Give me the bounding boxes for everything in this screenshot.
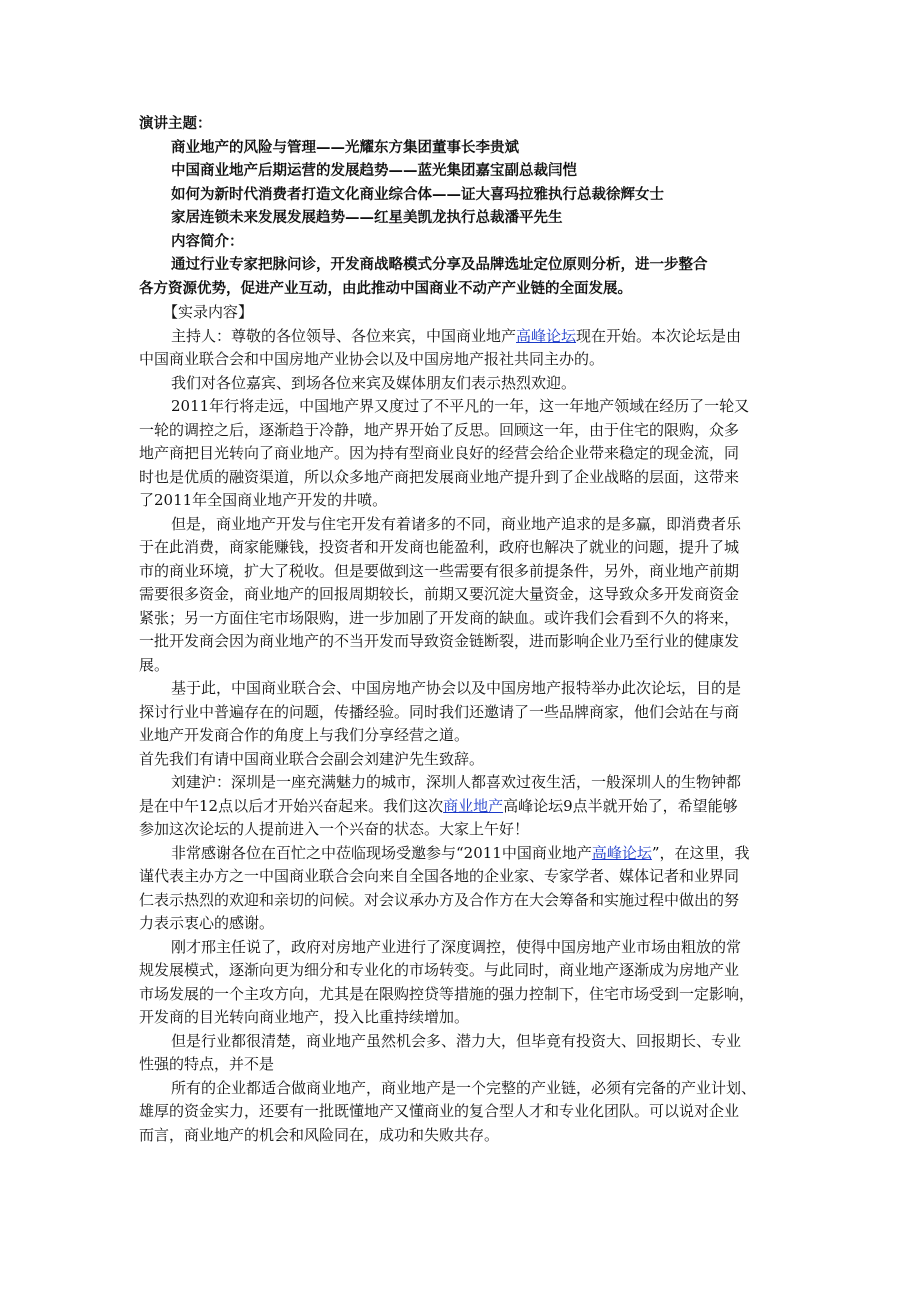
paragraph-line: 谨代表主办方之一中国商业联合会向来自全国各地的企业家、专家学者、媒体记者和业界同 [139, 867, 740, 885]
paragraph: 但是行业都很清楚，商业地产虽然机会多、潜力大，但毕竟有投资大、回报期长、专业 [171, 1031, 742, 1050]
text: 非常感谢各位在百忙之中莅临现场受邀参与“2011中国商业地产 [171, 843, 592, 862]
paragraph-line: 性强的特点，并不是 [139, 1055, 275, 1073]
paragraph-line: 一批开发商会因为商业地产的不当开发而导致资金链断裂，进而影响企业乃至行业的健康发 [139, 632, 740, 650]
paragraph-line: 一轮的调控之后，逐渐趋于冷静，地产界开始了反思。回顾这一年，由于住宅的限购，众多 [139, 420, 740, 439]
paragraph-line: 地产商把目光转向了商业地产。因为持有型商业良好的经营会给企业带来稳定的现金流，同 [139, 444, 740, 462]
paragraph [139, 325, 784, 349]
paragraph: 但是，商业地产开发与住宅开发有着诸多的不同，商业地产追求的是多赢，即消费者乐 [171, 514, 742, 533]
paragraph-line: 而言，商业地产的机会和风险同在，成功和失败共存。 [139, 1125, 500, 1144]
topic-item: 家居连锁未来发展发展趋势——红星美凯龙执行总裁潘平先生 [171, 210, 563, 226]
text: 是在中午12点以后才开始兴奋起来。我们这次 [139, 796, 444, 815]
paragraph-line: 市的商业环境，扩大了税收。但是要做到这一些需要有很多前提条件，另外，商业地产前期 [139, 561, 740, 580]
text: 高峰论坛9点半就开始了，希望能够 [503, 796, 738, 815]
paragraph-line: 时也是优质的融资渠道，所以众多地产商把发展商业地产提升到了企业战略的层面，这带来 [139, 467, 740, 486]
paragraph-line: 规发展模式，逐渐向更为细分和专业化的市场转变。与此同时，商业地产逐渐成为房地产业 [139, 961, 740, 979]
speech-topics-heading: 演讲主题： [139, 116, 212, 132]
intro-text: 各方资源优势，促进产业互动，由此推动中国商业不动产产业链的全面发展。 [139, 280, 632, 297]
document-body [139, 113, 784, 1147]
intro-text: 通过行业专家把脉问诊，开发商战略模式分享及品牌选址定位原则分析，进一步整合 [171, 257, 708, 273]
intro-heading: 内容简介： [171, 233, 244, 250]
paragraph-line: 开发商的目光转向商业地产，投入比重持续增加。 [139, 1008, 470, 1026]
paragraph-line: 于在此消费，商家能赚钱，投资者和开发商也能盈利，政府也解决了就业的问题，提升了城 [139, 538, 740, 556]
paragraph-line: 紧张；另一方面住宅市场限购，进一步加剧了开发商的缺血。或许我们会看到不久的将来， [139, 608, 740, 627]
paragraph-line: 中国商业联合会和中国房地产业协会以及中国房地产报社共同主办的。 [139, 350, 605, 368]
paragraph-line: 参加这次论坛的人提前进入一个兴奋的状态。大家上午好！ [139, 820, 530, 838]
paragraph: 我们对各位嘉宾、到场各位来宾及媒体朋友们表示热烈欢迎。 [171, 373, 577, 392]
paragraph [139, 842, 784, 866]
text: ”，在这里，我 [651, 843, 750, 862]
paragraph-line: 业地产开发商合作的角度上与我们分享经营之道。 [139, 726, 470, 744]
paragraph-line: 力表示衷心的感谢。 [139, 914, 275, 932]
paragraph-line: 需要很多资金，商业地产的回报周期较长，前期又要沉淀大量资金，这导致众多开发商资金 [139, 585, 740, 603]
text: 现在开始。本次论坛是由 [576, 326, 742, 345]
paragraph: 刚才邢主任说了，政府对房地产业进行了深度调控，使得中国房地产业市场由粗放的常 [171, 937, 742, 956]
paragraph: 基于此，中国商业联合会、中国房地产协会以及中国房地产报特举办此次论坛，目的是 [171, 679, 742, 697]
paragraph-line [139, 795, 784, 819]
record-heading: 【实录内容】 [163, 303, 254, 321]
paragraph: 2011年行将走远，中国地产界又度过了不平凡的一年，这一年地产领域在经历了一轮又 [171, 397, 750, 415]
paragraph: 所有的企业都适合做商业地产，商业地产是一个完整的产业链，必须有完备的产业计划、 [171, 1078, 757, 1097]
paragraph-line: 雄厚的资金实力，还要有一批既懂地产又懂商业的复合型人才和专业化团队。可以说对企业 [139, 1102, 740, 1120]
forum-link[interactable]: 高峰论坛 [516, 326, 577, 345]
topic-item: 商业地产的风险与管理——光耀东方集团董事长李贵斌 [171, 139, 519, 156]
paragraph: 刘建沪：深圳是一座充满魅力的城市，深圳人都喜欢过夜生活，一般深圳人的生物钟都 [171, 773, 742, 791]
paragraph-line: 展。 [139, 655, 170, 674]
paragraph: 首先我们有请中国商业联合会副会刘建沪先生致辞。 [139, 749, 485, 768]
paragraph-line: 探讨行业中普遍存在的问题，传播经验。同时我们还邀请了一些品牌商家，他们会站在与商 [139, 702, 740, 721]
paragraph-line: 了2011年全国商业地产开发的井喷。 [139, 491, 388, 509]
commercial-real-estate-link[interactable]: 商业地产 [443, 796, 504, 815]
topic-item: 如何为新时代消费者打造文化商业综合体——证大喜玛拉雅执行总裁徐辉女士 [171, 186, 664, 203]
text: 主持人：尊敬的各位领导、各位来宾，中国商业地产 [171, 326, 517, 345]
topic-item: 中国商业地产后期运营的发展趋势——蓝光集团嘉宝副总裁闫恺 [171, 163, 577, 179]
forum-link[interactable]: 高峰论坛 [591, 843, 652, 862]
paragraph-line: 市场发展的一个主攻方向，尤其是在限购控贷等措施的强力控制下，住宅市场受到一定影响， [139, 984, 755, 1003]
paragraph-line: 仁表示热烈的欢迎和亲切的问候。对会议承办方及合作方在大会筹备和实施过程中做出的努 [139, 890, 740, 909]
